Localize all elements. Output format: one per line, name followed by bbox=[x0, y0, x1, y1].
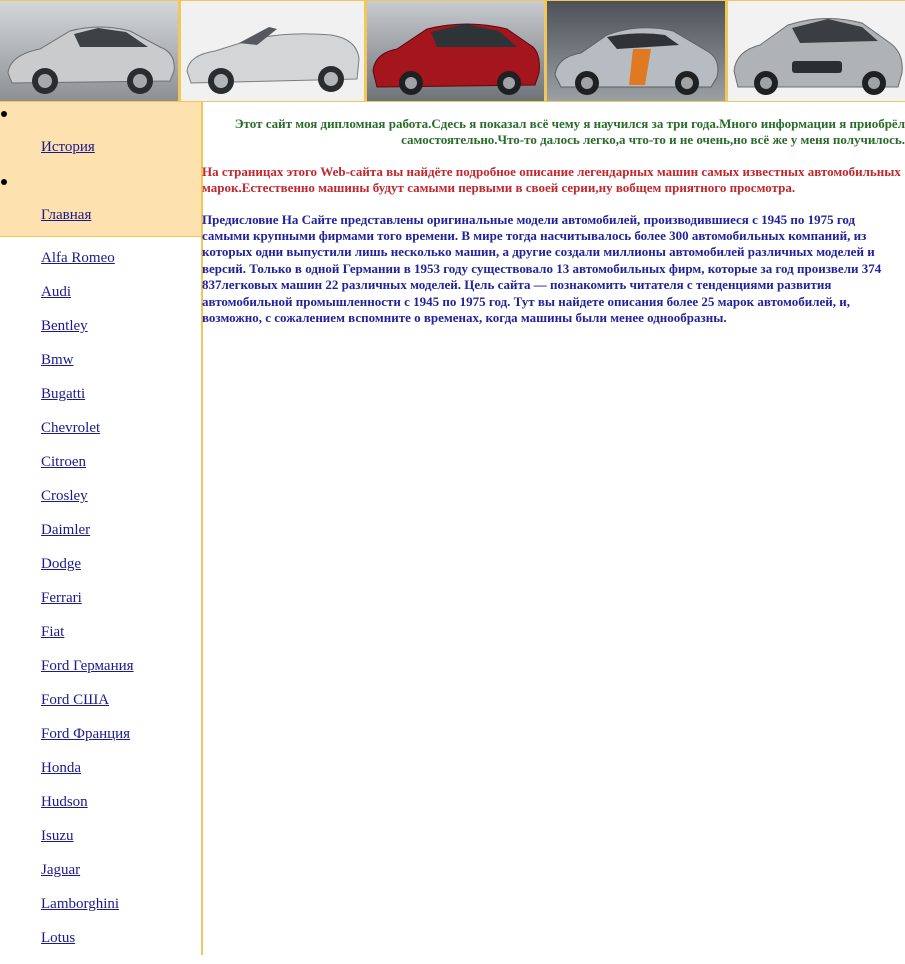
brand-link-ferrari[interactable]: Ferrari bbox=[41, 590, 82, 606]
brand-link-bmw[interactable]: Bmw bbox=[41, 352, 74, 368]
brand-link-bugatti[interactable]: Bugatti bbox=[41, 386, 86, 402]
brand-link-chevrolet[interactable]: Chevrolet bbox=[41, 420, 101, 436]
brand-link-audi[interactable]: Audi bbox=[41, 284, 71, 300]
preface-paragraph: Предисловие На Сайте представлены оригинальные модели автомобилей, производившиеся с 1945 по 1975 год самыми крупными фирмами того времени. В мире тогда насчитывалось более 300 автомобильных компаний, из которых одни выпустили лишь несколько машин, а другие создали миллионы автомобилей различных моделей и версий. Только в одной Германии в 1953 году существовало 13 автомобильных фирм, которые за год произвели 374 837легковых машин 22 различных моделей. Цель сайта — познакомить читателя с тенденциями развития автомобильной промышленности с 1945 по 1975 год. Тут вы найдете описания более 25 марок автомобилей, и, возможно, с сожалением вспомните о временах, когда машины были менее однообразны. bbox=[202, 211, 882, 326]
brand-link-alfa-romeo[interactable]: Alfa Romeo bbox=[41, 250, 115, 266]
brand-link-bentley[interactable]: Bentley bbox=[41, 318, 88, 334]
sidebar bbox=[0, 102, 203, 955]
bullet-icon bbox=[1, 111, 7, 117]
brand-link-fiat[interactable]: Fiat bbox=[41, 624, 65, 640]
bullet-icon bbox=[1, 179, 7, 185]
brand-link-crosley[interactable]: Crosley bbox=[41, 488, 88, 504]
main-content bbox=[202, 102, 905, 326]
home-link[interactable]: Главная bbox=[41, 207, 92, 223]
brand-link-daimler[interactable]: Daimler bbox=[41, 522, 91, 538]
intro-paragraph: Этот сайт моя дипломная работа.Сдесь я показал всё чему я научился за три года.Много информации я приобрёл самостоятельно.Что-то далось легко,а что-то и не очень,но всё же у меня получилось. bbox=[234, 116, 905, 148]
brand-link-jaguar[interactable]: Jaguar bbox=[41, 862, 81, 878]
car-photo-1 bbox=[0, 1, 178, 101]
welcome-paragraph: На страницах этого Web-сайта вы найдёте подробное описание легендарных машин самых известных автомобильных марок.Естественно машины будут самыми первыми в своей серии,ну вобщем приятного просмотра. bbox=[202, 163, 901, 196]
car-photo-3 bbox=[367, 1, 544, 101]
brand-link-isuzu[interactable]: Isuzu bbox=[41, 828, 74, 844]
brand-link-ford-usa[interactable]: Ford США bbox=[41, 692, 110, 708]
brand-link-dodge[interactable]: Dodge bbox=[41, 556, 81, 572]
brand-link-ford-france[interactable]: Ford Франция bbox=[41, 726, 131, 742]
header-banner bbox=[0, 0, 905, 102]
car-photo-2 bbox=[181, 1, 364, 101]
brand-link-citroen[interactable]: Citroen bbox=[41, 454, 86, 470]
brand-link-lamborghini[interactable]: Lamborghini bbox=[41, 896, 120, 912]
car-photo-5 bbox=[728, 1, 905, 101]
brand-link-hudson[interactable]: Hudson bbox=[41, 794, 88, 810]
brand-link-lotus[interactable]: Lotus bbox=[41, 930, 76, 946]
brand-link-honda[interactable]: Honda bbox=[41, 760, 81, 776]
brand-link-ford-germany[interactable]: Ford Германия bbox=[41, 658, 134, 674]
car-photo-4 bbox=[547, 1, 725, 101]
main-nav bbox=[0, 102, 201, 237]
history-link[interactable]: История bbox=[41, 139, 95, 155]
